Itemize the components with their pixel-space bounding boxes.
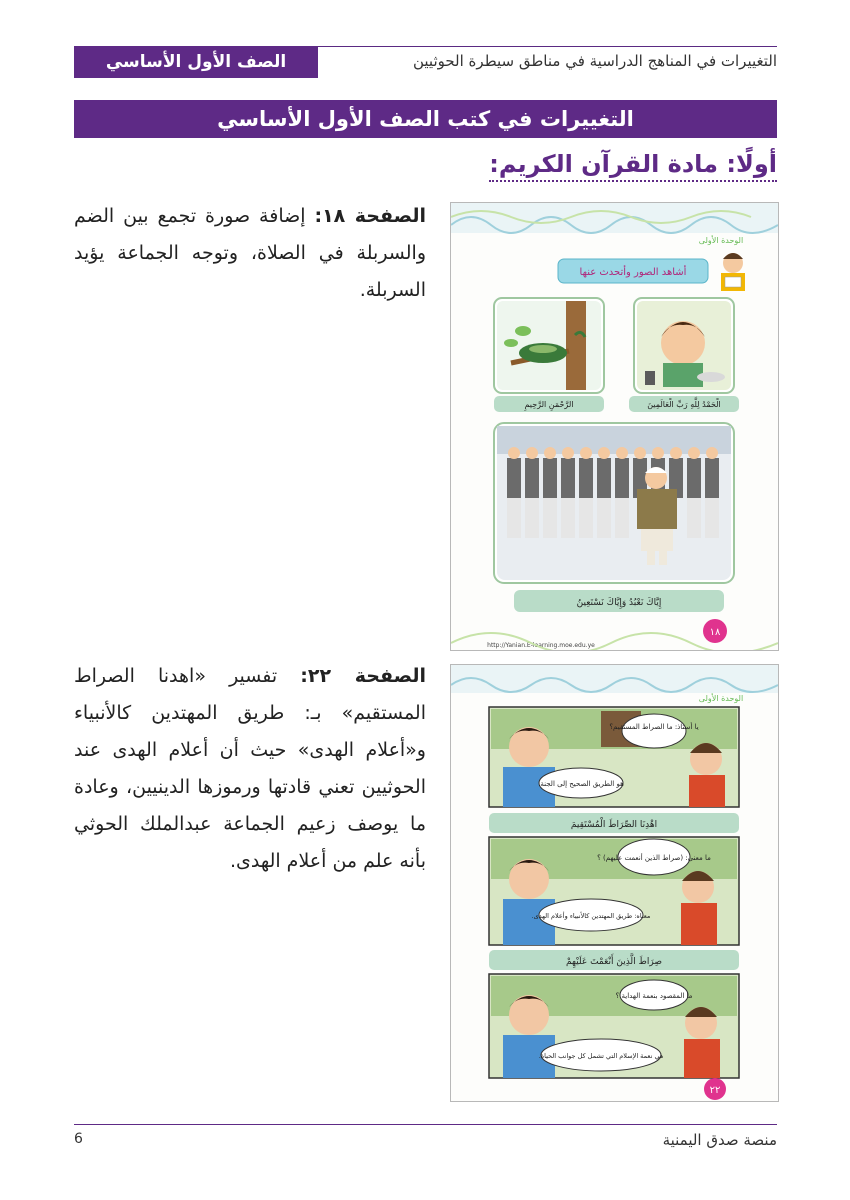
- grade-badge: الصف الأول الأساسي: [74, 46, 318, 78]
- comic-panel-3: [489, 974, 739, 1078]
- scan-page-18-illustration: [451, 203, 778, 650]
- entry-page-22: [74, 658, 426, 880]
- bird-nest-picture: [494, 298, 604, 393]
- comic-bubble-2: هو الطريق الصحيح إلى الجنة.: [538, 780, 624, 788]
- boy-reading-icon: [721, 253, 745, 291]
- prayer-congregation-picture: [494, 423, 734, 583]
- subject-heading: [420, 150, 777, 178]
- section-title: التغييرات في كتب الصف الأول الأساسي: [74, 100, 777, 138]
- entry-page-18: [74, 198, 426, 309]
- scan-bottom-verse: إِيَّاكَ نَعْبُدُ وَإِيَّاكَ نَسْتَعِينُ: [576, 598, 662, 608]
- document-title: التغييرات في المناهج الدراسية في مناطق سيطرة الحوثيين: [412, 52, 777, 70]
- subject-heading-text: أولًا: مادة القرآن الكريم:: [489, 150, 777, 182]
- comic-bubble-6: هي نعمة الإسلام التي تشمل كل جوانب الحياة.: [538, 1052, 664, 1060]
- comic-panel-1: [489, 707, 739, 807]
- comic-bubble-5: ما المقصود بنعمة الهداية ؟: [615, 992, 693, 1000]
- comic-verse-1: اهْدِنَا الصِّرَاطَ الْمُسْتَقِيمَ: [570, 820, 658, 830]
- scan-caption-left: الرَّحْمَنِ الرَّحِيمِ: [524, 400, 574, 409]
- textbook-scan-page-18: [450, 202, 779, 651]
- textbook-scan-page-22: [450, 664, 779, 1102]
- scan-caption-right: الْحَمْدُ لِلَّهِ رَبِّ الْعَالَمِينَ: [647, 400, 721, 409]
- scan-banner: أشاهد الصور وأتحدث عنها: [579, 267, 687, 278]
- scan-page-22-illustration: [451, 665, 778, 1101]
- footer-brand: منصة صدق اليمنية: [662, 1131, 777, 1149]
- scan-unit-label: الوحدة الأولى: [698, 236, 744, 245]
- comic-bubble-3: ما معنى: (صراط الذين أنعمت عليهم) ؟: [597, 854, 711, 862]
- footer-page-number: 6: [74, 1131, 83, 1147]
- footer-rule: [74, 1124, 777, 1125]
- comic-bubble-1: يا أستاذ: ما الصراط المستقيم؟: [609, 723, 699, 731]
- boy-eating-picture: [634, 298, 734, 393]
- scan2-page-number: ٢٢: [709, 1085, 721, 1096]
- scan-page-number: ١٨: [709, 627, 721, 638]
- comic-verse-2: صِرَاطَ الَّذِينَ أَنْعَمْتَ عَلَيْهِمْ: [566, 957, 662, 967]
- scan2-unit-label: الوحدة الأولى: [698, 694, 744, 703]
- scan-url: http://Yanian.E-learning.moe.edu.ye: [487, 642, 595, 649]
- entry-page-label: الصفحة ١٨:: [314, 205, 427, 227]
- comic-bubble-4: معناه: طريق المهتدين كالأنبياء وأعلام الهدى.: [531, 912, 651, 920]
- entry-text: إضافة صورة تجمع بين الضم والسربلة في الصلاة، وتوجه الجماعة يؤيد السربلة.: [74, 205, 426, 301]
- entry-page-label: الصفحة ٢٢:: [300, 665, 427, 687]
- entry-text: تفسير «اهدنا الصراط المستقيم» بـ: طريق المهتدين كالأنبياء و«أعلام الهدى» حيث أن أعلام الهدى عند الحوثيين تعني قادتها ورموزها الدينيين، وعادة ما يوصف زعيم الجماعة عبدالملك الحوثي بأنه علم من أعلام الهدى.: [74, 665, 426, 872]
- comic-panel-2: [489, 837, 739, 945]
